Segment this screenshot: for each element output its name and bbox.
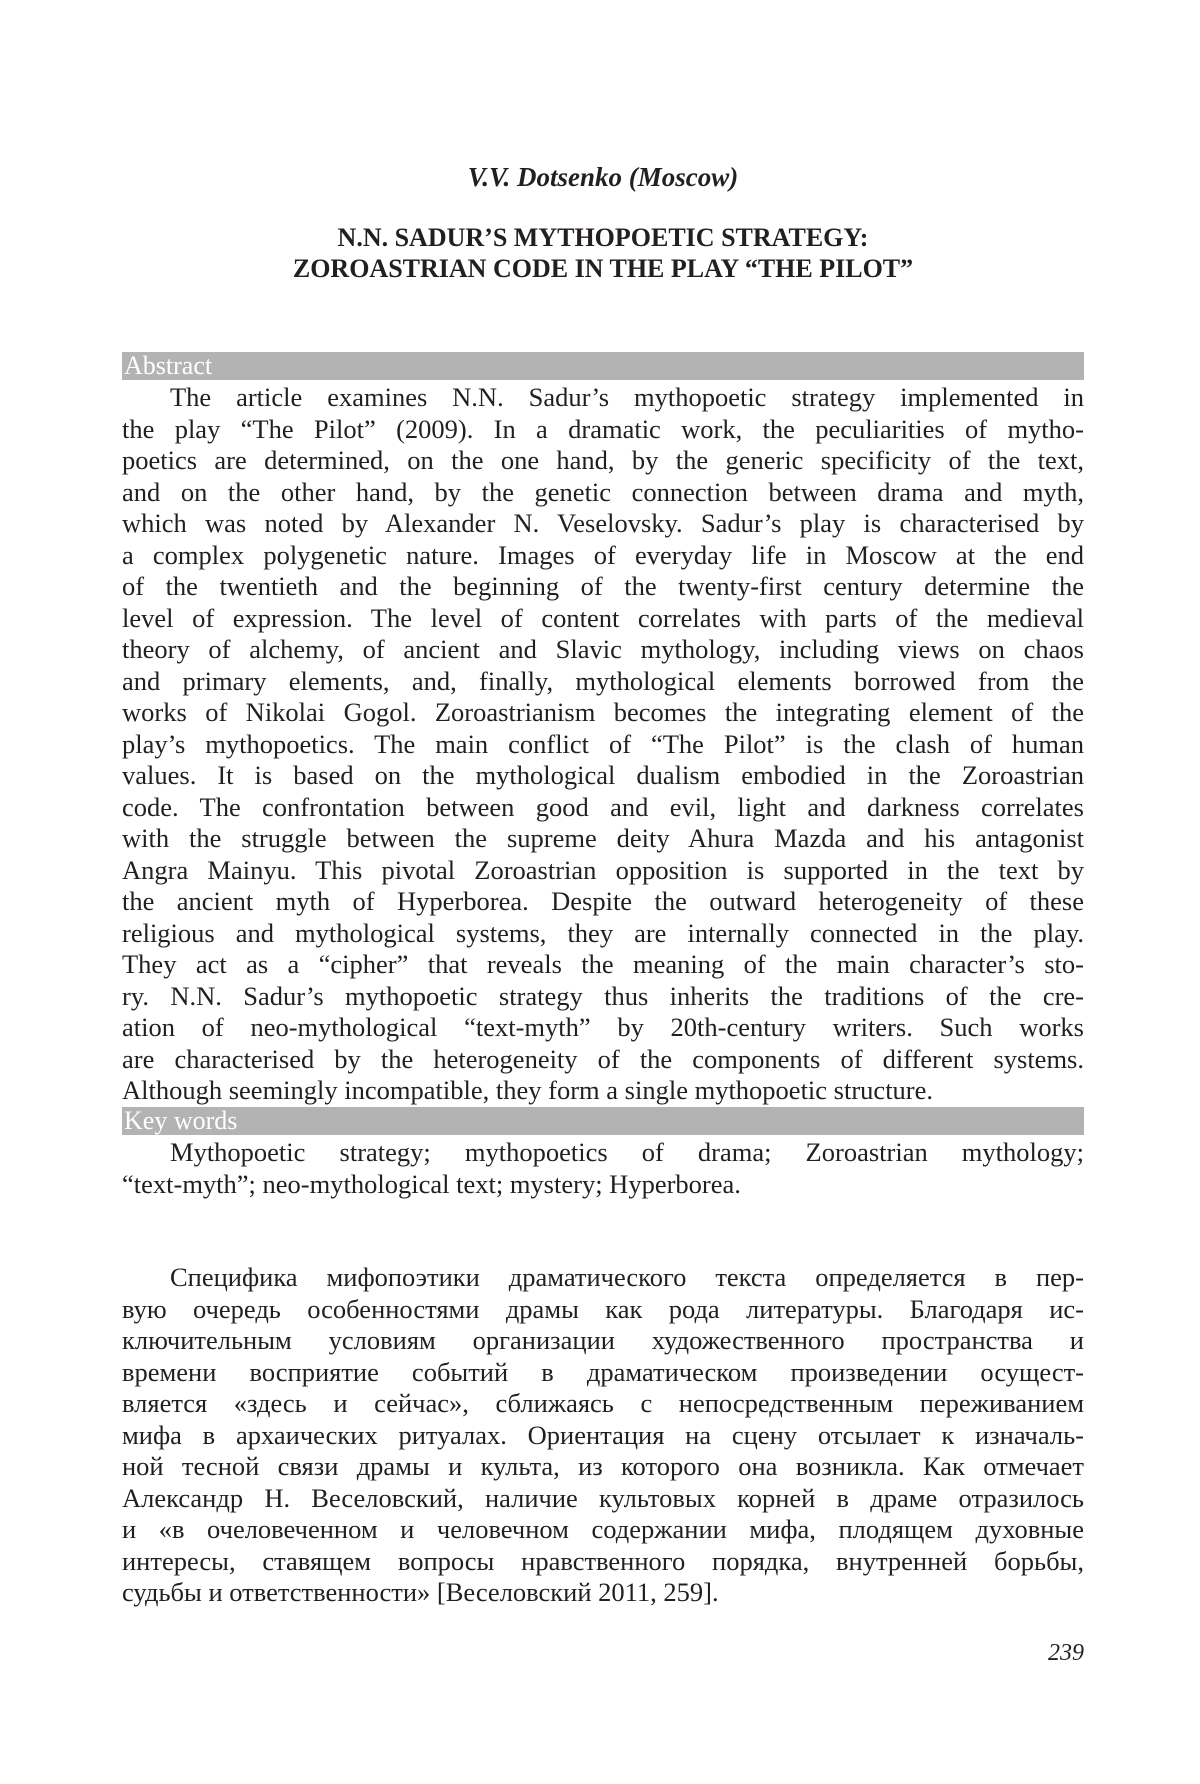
- abstract-line: the play “The Pilot” (2009). In a dramatic work, the peculiarities of mytho-: [122, 413, 1084, 444]
- abstract-line: poetics are determined, on the one hand, by the generic specificity of the text,: [122, 445, 1084, 475]
- abstract-line: with the struggle between the supreme deity Ahura Mazda and his antagonist: [122, 823, 1084, 853]
- body-line: судьбы и ответственности» [Веселовский 2011, 259].: [122, 1577, 719, 1607]
- page-number: 239: [1048, 1640, 1084, 1666]
- keywords-heading: Key words: [122, 1107, 1084, 1135]
- abstract-line: which was noted by Alexander N. Veselovsky. Sadur’s play is characterised by: [122, 508, 1084, 538]
- abstract-line: the ancient myth of Hyperborea. Despite the outward heterogeneity of these: [122, 886, 1084, 916]
- body-line: Специфика мифопоэтики драматического текста определяется в пер-: [170, 1262, 1084, 1292]
- body-line: мифа в архаических ритуалах. Ориентация на сцену отсылает к изначаль-: [122, 1419, 1084, 1450]
- body-line: вую очередь особенностями драмы как рода литературы. Благодаря ис-: [122, 1293, 1084, 1324]
- abstract-line: are characterised by the heterogeneity of the components of different systems.: [122, 1043, 1084, 1074]
- abstract-line: a complex polygenetic nature. Images of everyday life in Moscow at the end: [122, 539, 1084, 570]
- abstract-paragraph: [122, 382, 1084, 1107]
- title-line: N.N. SADUR’S MYTHOPOETIC STRATEGY:: [337, 223, 869, 252]
- body-paragraph: [122, 1262, 1084, 1609]
- abstract-line: The article examines N.N. Sadur’s mythopoetic strategy implemented in: [170, 382, 1084, 412]
- body-line: времени восприятие событий в драматическом произведении осущест-: [122, 1356, 1084, 1387]
- abstract-line: religious and mythological systems, they are internally connected in the play.: [122, 917, 1084, 948]
- body-line: ключительным условиям организации художественного пространства и: [122, 1325, 1084, 1355]
- body-line: Александр Н. Веселовский, наличие культовых корней в драме отразилось: [122, 1482, 1084, 1513]
- abstract-line: ation of neo-mythological “text-myth” by 20th-century writers. Such works: [122, 1012, 1084, 1042]
- body-line: вляется «здесь и сейчас», сближаясь с непосредственным переживанием: [122, 1388, 1084, 1418]
- body-line: интересы, ставящем вопросы нравственного порядка, внутренней борьбы,: [122, 1545, 1084, 1576]
- title-line: ZOROASTRIAN CODE IN THE PLAY “THE PILOT”: [292, 254, 914, 283]
- abstract-heading: Abstract: [122, 352, 1084, 380]
- abstract-line: and on the other hand, by the genetic connection between drama and myth,: [122, 476, 1084, 507]
- keywords-line: Mythopoetic strategy; mythopoetics of drama; Zoroastrian mythology;: [170, 1137, 1084, 1167]
- keywords-line: “text-myth”; neo-mythological text; mystery; Hyperborea.: [122, 1168, 741, 1199]
- abstract-line: play’s mythopoetics. The main conflict of “The Pilot” is the clash of human: [122, 728, 1084, 759]
- body-line: ной тесной связи драмы и культа, из которого она возникла. Как отмечает: [122, 1451, 1084, 1481]
- keywords-paragraph: [122, 1137, 1084, 1200]
- abstract-line: theory of alchemy, of ancient and Slavic mythology, including views on chaos: [122, 634, 1084, 664]
- body-line: и «в очеловеченном и человечном содержании мифа, плодящем духовные: [122, 1514, 1084, 1544]
- abstract-line: ry. N.N. Sadur’s mythopoetic strategy thus inherits the traditions of the cre-: [122, 980, 1084, 1011]
- abstract-line: and primary elements, and, finally, mythological elements borrowed from the: [122, 665, 1084, 696]
- abstract-line: Angra Mainyu. This pivotal Zoroastrian opposition is supported in the text by: [122, 854, 1084, 885]
- abstract-line: code. The confrontation between good and evil, light and darkness correlates: [122, 791, 1084, 822]
- abstract-line: values. It is based on the mythological dualism embodied in the Zoroastrian: [122, 760, 1084, 790]
- abstract-line: Although seemingly incompatible, they form a single mythopoetic structure.: [122, 1075, 934, 1105]
- author-line: V.V. Dotsenko (Moscow): [467, 162, 739, 192]
- abstract-line: level of expression. The level of content correlates with parts of the medieval: [122, 602, 1084, 633]
- abstract-line: works of Nikolai Gogol. Zoroastrianism becomes the integrating element of the: [122, 697, 1084, 727]
- journal-page: [122, 0, 1084, 1784]
- article-title: [122, 222, 1084, 284]
- abstract-line: of the twentieth and the beginning of the twenty-first century determine the: [122, 571, 1084, 601]
- abstract-line: They act as a “cipher” that reveals the meaning of the main character’s sto-: [122, 949, 1084, 979]
